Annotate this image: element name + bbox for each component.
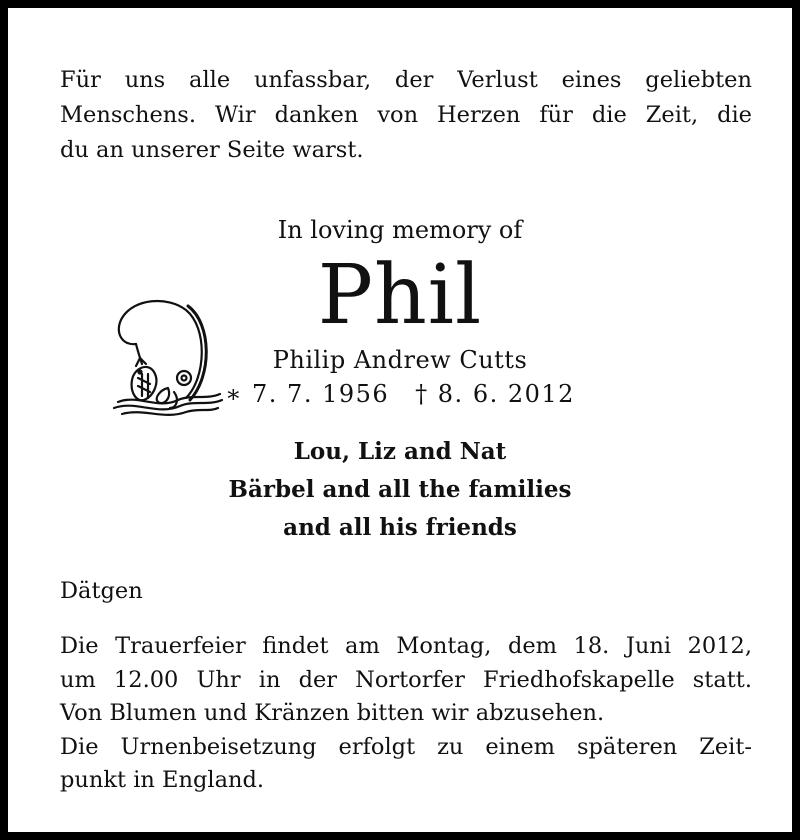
detail-line: Die Trauerfeier findet am Montag, dem 18. Juni 2012, [60, 633, 752, 659]
detail-line: Die Urnenbeisetzung erfolgt zu einem späteren Zeit- [60, 733, 752, 760]
detail-line: Von Blumen und Kränzen bitten wir abzusehen. [60, 700, 605, 726]
intro-line: du an unserer Seite warst. [60, 137, 364, 163]
memory-heading: In loving memory of [277, 216, 523, 244]
family-line: Bärbel and all the families [228, 476, 572, 503]
intro-line: Für uns alle unfassbar, der Verlust eines geliebten [60, 67, 752, 93]
place-name: Dätgen [60, 578, 143, 604]
detail-line: um 12.00 Uhr in der Nortorfer Friedhofskapelle statt. [60, 666, 752, 693]
birth-date: ∗ 7. 7. 1956 [225, 380, 390, 408]
intro-line: Menschens. Wir danken von Herzen für die Zeit, die [60, 102, 752, 128]
detail-line: punkt in England. [60, 767, 265, 793]
death-date: † 8. 6. 2012 [415, 380, 575, 408]
full-name: Philip Andrew Cutts [272, 346, 528, 374]
family-line: and all his friends [283, 514, 517, 541]
intro-text [60, 63, 752, 168]
family-line: Lou, Liz and Nat [293, 438, 507, 465]
life-dates [8, 377, 792, 411]
funeral-details [60, 630, 752, 798]
deceased-name: Phil [317, 248, 483, 343]
notice-paper [8, 8, 792, 832]
